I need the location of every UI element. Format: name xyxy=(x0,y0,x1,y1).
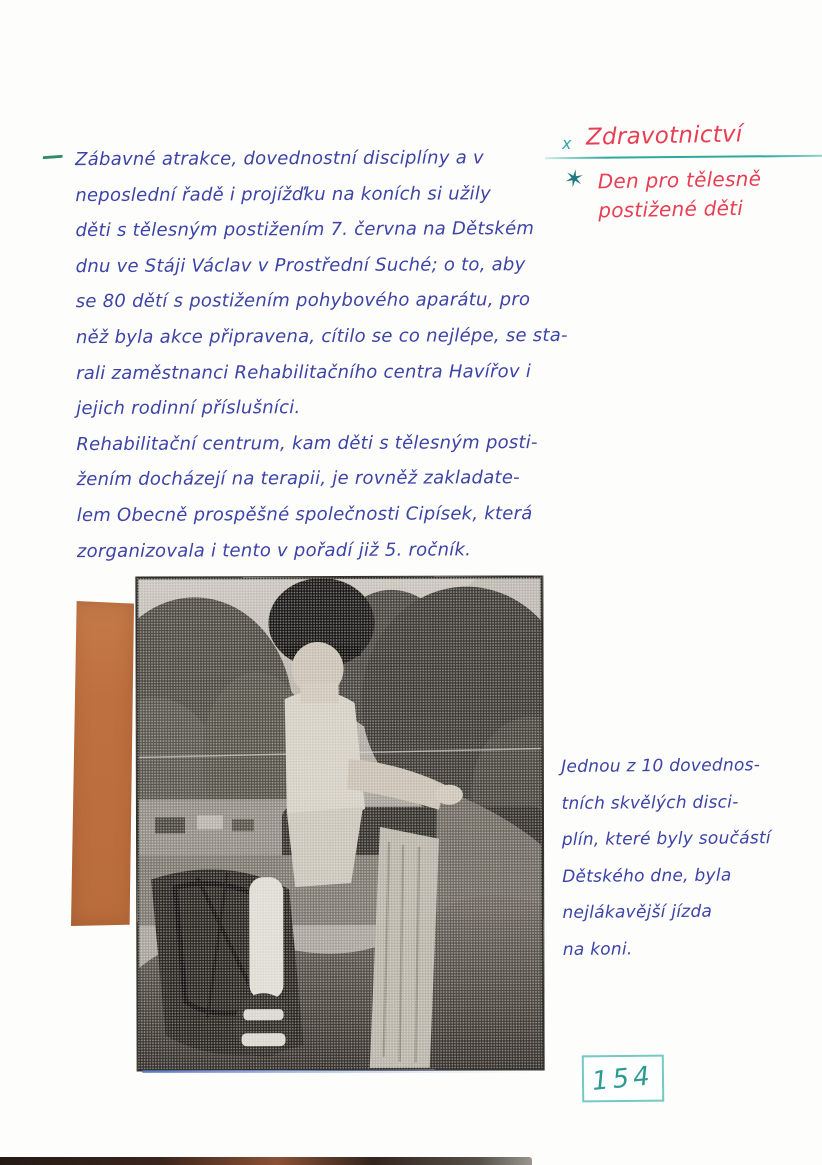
article-line: zorganizovala i tento v pořadí již 5. ročník. xyxy=(76,538,472,562)
star-marker-icon: ✶ xyxy=(561,163,587,195)
article-headline xyxy=(598,165,762,226)
article-line: děti s tělesným postižením 7. června na Dětském xyxy=(75,218,535,242)
article-line: žením docházejí na terapii, je rovněž zakladate- xyxy=(76,467,520,491)
article-text xyxy=(75,140,569,569)
caption-line: nejlákavější jízda xyxy=(562,901,713,923)
headline-line: Den pro tělesně xyxy=(597,166,762,194)
category-underline xyxy=(545,155,822,160)
headline-line: postižené děti xyxy=(598,195,744,223)
article-line: Zábavné atrakce, dovednostní disciplíny a v xyxy=(75,147,484,171)
article-line: jejich rodinní příslušníci. xyxy=(76,397,301,420)
orange-paper-strip xyxy=(71,601,134,926)
photo-illustration xyxy=(136,576,543,1070)
photo-caption xyxy=(561,747,789,968)
article-line: dnu ve Stáji Václav v Prostřední Suché; o to, aby xyxy=(75,253,526,277)
page-number-box xyxy=(582,1055,664,1103)
article-line: neposlední řadě i projížďku na koních si užily xyxy=(75,182,492,206)
caption-line: Jednou z 10 dovednos- xyxy=(561,755,761,777)
horse-riding-photo xyxy=(136,576,543,1070)
category-title: Zdravotnictví xyxy=(585,121,743,151)
article-line: rali zaměstnanci Rehabilitačního centra Havířov i xyxy=(76,360,532,384)
category-x-marker: x xyxy=(562,134,572,153)
article-line: Rehabilitační centrum, kam děti s tělesným posti- xyxy=(76,431,538,455)
caption-line: na koni. xyxy=(562,938,633,960)
caption-line: tních skvělých disci- xyxy=(561,791,739,814)
page-number: 154 xyxy=(590,1060,656,1097)
article-line: se 80 dětí s postižením pohybového aparátu, pro xyxy=(75,289,531,313)
article-line: něž byla akce připravena, cítilo se co nejlépe, se sta- xyxy=(75,324,568,349)
caption-line: plín, které byly součástí xyxy=(561,828,771,850)
paragraph-dash-marker: — xyxy=(41,143,66,170)
article-line: lem Obecně prospěšné společnosti Cipísek, která xyxy=(76,503,533,527)
caption-line: Dětského dne, byla xyxy=(562,865,732,887)
scan-edge-artifact xyxy=(0,1157,532,1165)
photo-scan-shadow xyxy=(142,1070,538,1073)
